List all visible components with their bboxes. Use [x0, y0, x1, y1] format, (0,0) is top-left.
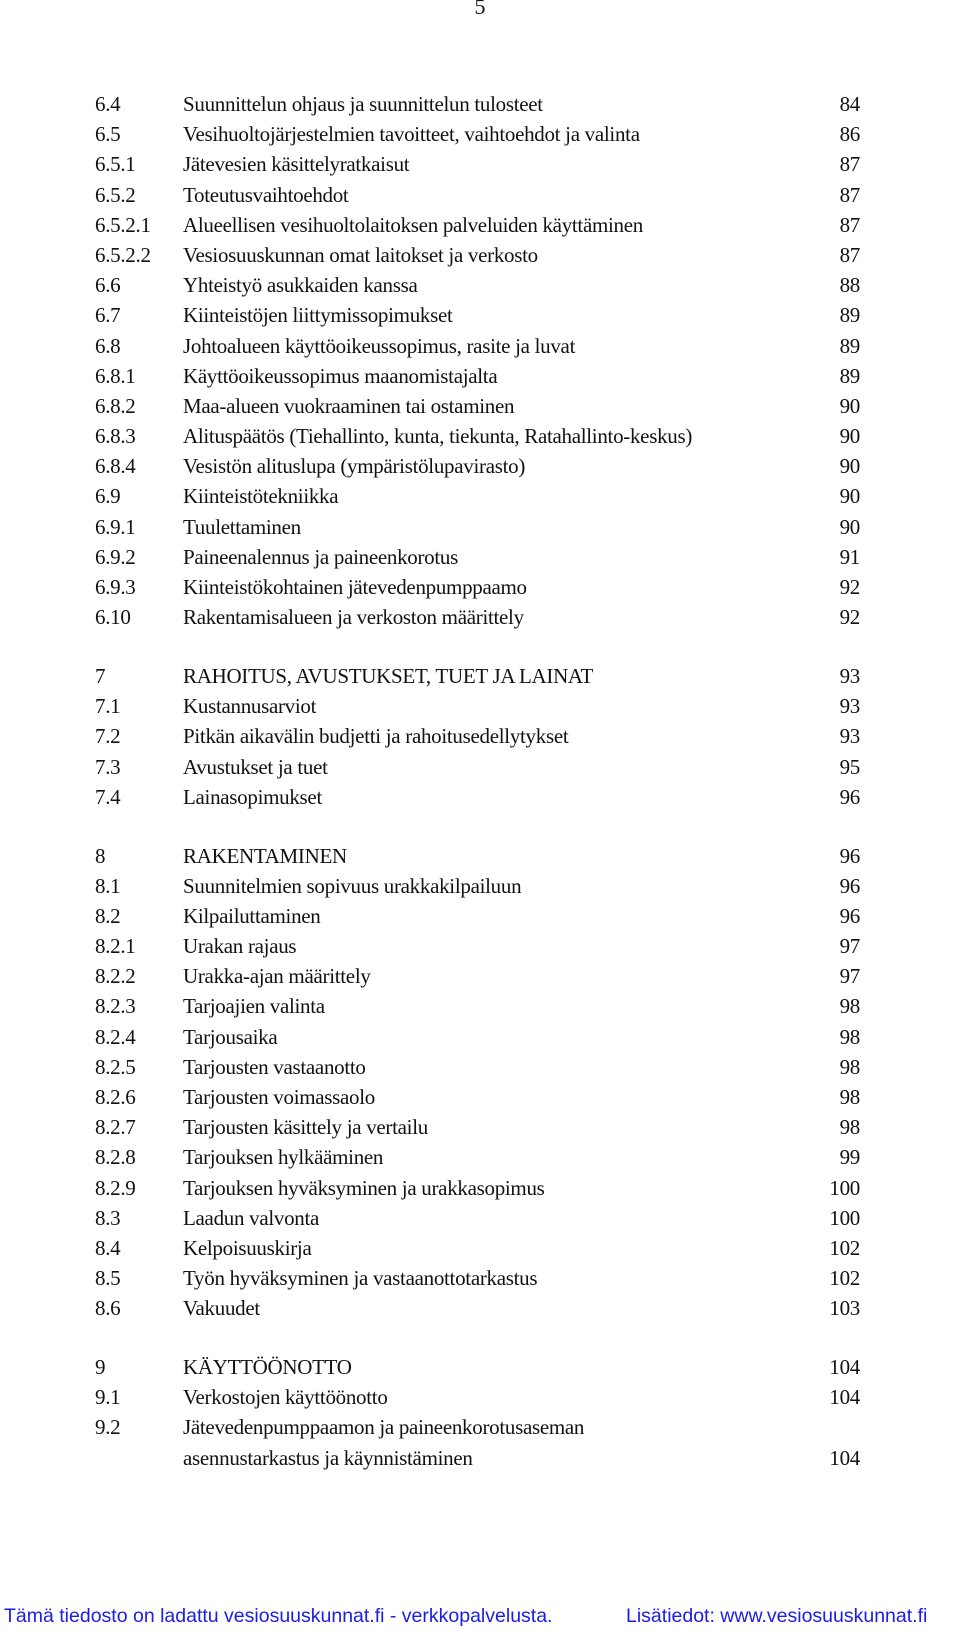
toc-entry-number: 6.10 — [95, 605, 131, 630]
toc-entry-title: Alueellisen vesihuoltolaitoksen palveluiden käyttäminen — [183, 212, 643, 237]
toc-entry-title: RAHOITUS, AVUSTUKSET, TUET JA LAINAT — [183, 663, 594, 688]
toc-entry-title: Suunnittelun ohjaus ja suunnittelun tulosteet — [183, 92, 543, 116]
toc-entry-title: Toteutusvaihtoehdot — [183, 182, 349, 207]
toc-entry-number: 8.2.9 — [95, 1175, 136, 1200]
toc-entry-title: Kiinteistöjen liittymissopimukset — [183, 303, 453, 328]
toc-entry-page: 87 — [839, 152, 860, 177]
toc-entry-page: 100 — [829, 1205, 860, 1230]
toc-entry-title: Tarjousten vastaanotto — [183, 1054, 366, 1079]
toc-entry-title: Kiinteistökohtainen jätevedenpumppaamo — [183, 575, 527, 599]
toc-entry-page: 98 — [839, 1024, 860, 1049]
toc-entry — [0, 1113, 960, 1143]
toc-entry-page: 98 — [839, 994, 860, 1019]
toc-entry-number: 6.9.3 — [95, 575, 136, 599]
toc-entry — [0, 1023, 960, 1053]
toc-entry-title: Vesihuoltojärjestelmien tavoitteet, vaihtoehdot ja valinta — [183, 122, 640, 147]
toc-entry-number: 7.2 — [95, 724, 121, 749]
toc-entry-title: Tuulettaminen — [183, 514, 301, 539]
toc-entry-title: Tarjousaika — [183, 1024, 278, 1049]
toc-entry-page: 90 — [839, 484, 860, 509]
toc-entry-page: 95 — [839, 754, 860, 779]
toc-entry-title: Tarjouksen hyväksyminen ja urakkasopimus — [183, 1175, 545, 1200]
toc-entry-number: 7.1 — [95, 694, 121, 719]
toc-entry-number: 6.9.1 — [95, 514, 136, 539]
toc-entry — [0, 872, 960, 902]
footer-download-notice: Tämä tiedosto on ladattu vesiosuuskunnat.fi - verkkopalvelusta. — [4, 1605, 553, 1627]
toc-entry-number: 6.8.1 — [95, 363, 136, 388]
toc-entry-number: 9.1 — [95, 1385, 121, 1410]
toc-entry-title: Käyttöoikeussopimus maanomistajalta — [183, 363, 498, 388]
toc-entry-page: 97 — [839, 934, 860, 959]
toc-entry-page: 103 — [829, 1296, 860, 1321]
toc-entry-title: Vesistön alituslupa (ympäristölupavirasto) — [183, 454, 526, 479]
toc-entry-number: 6.8.4 — [95, 454, 136, 479]
toc-entry-page: 92 — [839, 575, 860, 599]
toc-entry-number: 8.2.8 — [95, 1145, 136, 1170]
toc-entry-number: 6.5 — [95, 122, 121, 147]
toc-entry-title: Vakuudet — [183, 1296, 260, 1321]
toc-entry — [0, 962, 960, 992]
toc-entry-title: Yhteistyö asukkaiden kanssa — [183, 273, 418, 298]
toc-entry-title: Laadun valvonta — [183, 1205, 320, 1230]
toc-entry — [0, 482, 960, 512]
toc-entry-number: 9.2 — [95, 1415, 121, 1440]
toc-entry-number: 8.6 — [95, 1296, 121, 1321]
toc-entry-title: Suunnitelmien sopivuus urakkakilpailuun — [183, 873, 522, 898]
toc-entry-title: Kelpoisuuskirja — [183, 1235, 312, 1260]
toc-entry — [0, 753, 960, 783]
toc-entry-page: 87 — [839, 242, 860, 267]
toc-entry-page: 89 — [839, 333, 860, 358]
toc-entry — [0, 211, 960, 241]
toc-entry-page: 104 — [829, 1385, 860, 1410]
toc-entry-page: 96 — [839, 784, 860, 809]
toc-entry-page: 84 — [839, 92, 860, 116]
toc-entry-title: Kustannusarviot — [183, 694, 317, 719]
toc-entry-page: 96 — [839, 903, 860, 928]
toc-entry — [0, 1234, 960, 1264]
toc-entry-page: 92 — [839, 605, 860, 630]
toc-entry-title: Urakan rajaus — [183, 934, 297, 959]
toc-entry-page: 93 — [839, 663, 860, 688]
toc-entry — [0, 722, 960, 752]
toc-entry-page: 93 — [839, 724, 860, 749]
toc-entry-title: Lainasopimukset — [183, 784, 322, 809]
toc-entry — [0, 90, 960, 120]
toc-entry-number: 7.4 — [95, 784, 121, 809]
toc-entry-page: 91 — [839, 544, 860, 569]
toc-entry — [0, 1383, 960, 1413]
toc-entry-number: 8.2.7 — [95, 1115, 136, 1140]
toc-entry — [0, 842, 960, 872]
toc-entry-title: Tarjoajien valinta — [183, 994, 325, 1019]
page-number: 5 — [474, 0, 486, 19]
toc-entry — [0, 603, 960, 633]
toc-entry-title: Vesiosuuskunnan omat laitokset ja verkosto — [183, 242, 538, 267]
toc-entry-page: 98 — [839, 1054, 860, 1079]
toc-entry-title: Kilpailuttaminen — [183, 903, 321, 928]
toc-entry-number: 6.8.3 — [95, 424, 136, 449]
download-footer — [0, 1605, 960, 1635]
toc-entry-title: Tarjousten voimassaolo — [183, 1085, 375, 1109]
toc-entry-page: 90 — [839, 424, 860, 449]
toc-entry-number: 7 — [95, 663, 106, 688]
toc-entry-title: Jätevedenpumppaamon ja paineenkorotusaseman — [183, 1415, 585, 1440]
toc-entry — [0, 573, 960, 603]
toc-entry-page: 102 — [829, 1266, 860, 1291]
toc-entry — [0, 392, 960, 422]
toc-entry-page: 100 — [829, 1175, 860, 1200]
toc-entry-number: 8.2.4 — [95, 1024, 136, 1049]
toc-entry — [0, 692, 960, 722]
toc-entry-page: 88 — [839, 273, 860, 298]
toc-entry-page: 97 — [839, 964, 860, 989]
toc-entry-number: 6.7 — [95, 303, 121, 328]
toc-entry-number: 6.4 — [95, 92, 121, 116]
toc-entry-title: Alituspäätös (Tiehallinto, kunta, tiekunta, Ratahallinto-keskus) — [183, 424, 693, 449]
toc-entry-number: 6.5.2 — [95, 182, 136, 207]
toc-entry-number: 8.2.5 — [95, 1054, 136, 1079]
toc-entry-number: 6.5.2.2 — [95, 242, 151, 267]
toc-entry-number: 6.9 — [95, 484, 121, 509]
toc-entry-page: 98 — [839, 1085, 860, 1109]
toc-entry — [0, 1053, 960, 1083]
toc-entry — [0, 332, 960, 362]
toc-entry — [0, 932, 960, 962]
toc-entry — [0, 543, 960, 573]
toc-entry-page: 104 — [829, 1355, 860, 1380]
toc-entry — [0, 902, 960, 932]
toc-entry-number: 8.1 — [95, 873, 121, 898]
toc-entry — [0, 181, 960, 211]
toc-entry — [0, 1353, 960, 1383]
toc-entry-title: Johtoalueen käyttöoikeussopimus, rasite ja luvat — [183, 333, 576, 358]
toc-entry — [0, 271, 960, 301]
toc-entry-title: asennustarkastus ja käynnistäminen — [183, 1445, 473, 1470]
toc-entry-number: 6.6 — [95, 273, 121, 298]
toc-entry-title: Maa-alueen vuokraaminen tai ostaminen — [183, 393, 515, 418]
toc-entry — [0, 452, 960, 482]
toc-entry — [0, 362, 960, 392]
toc-entry-number: 7.3 — [95, 754, 121, 779]
toc-entry-number: 6.9.2 — [95, 544, 136, 569]
toc-entry-page: 90 — [839, 514, 860, 539]
toc-entry-title: Paineenalennus ja paineenkorotus — [183, 544, 458, 569]
toc-entry-title: RAKENTAMINEN — [183, 843, 347, 868]
toc-entry — [0, 1264, 960, 1294]
toc-entry-page: 87 — [839, 182, 860, 207]
toc-entry-title: Työn hyväksyminen ja vastaanottotarkastus — [183, 1266, 538, 1291]
footer-info-link[interactable]: Lisätiedot: www.vesiosuuskunnat.fi — [626, 1605, 928, 1627]
toc-entry-page: 86 — [839, 122, 860, 147]
toc-entry-title: Rakentamisalueen ja verkoston määrittely — [183, 605, 524, 630]
table-of-contents — [0, 90, 960, 1474]
toc-entry-page: 102 — [829, 1235, 860, 1260]
toc-entry-title: Tarjousten käsittely ja vertailu — [183, 1115, 428, 1140]
toc-entry-title: Avustukset ja tuet — [183, 754, 328, 779]
toc-entry — [0, 662, 960, 692]
toc-entry — [0, 1174, 960, 1204]
toc-entry — [0, 150, 960, 180]
toc-entry-title: KÄYTTÖÖNOTTO — [183, 1355, 352, 1380]
toc-entry — [0, 1413, 960, 1443]
toc-entry — [0, 1083, 960, 1113]
toc-entry-number: 8.2 — [95, 903, 121, 928]
toc-entry — [0, 1204, 960, 1234]
toc-entry — [0, 1444, 960, 1474]
toc-entry-number: 8.2.1 — [95, 934, 136, 959]
toc-entry-number: 6.8.2 — [95, 393, 136, 418]
toc-entry-number: 8.2.6 — [95, 1085, 136, 1109]
toc-entry-number: 6.5.1 — [95, 152, 136, 177]
toc-entry — [0, 120, 960, 150]
toc-entry — [0, 513, 960, 543]
toc-entry-title: Tarjouksen hylkääminen — [183, 1145, 384, 1170]
toc-entry-number: 8.4 — [95, 1235, 121, 1260]
toc-entry-title: Kiinteistötekniikka — [183, 484, 339, 509]
toc-entry — [0, 301, 960, 331]
toc-entry-title: Jätevesien käsittelyratkaisut — [183, 152, 410, 177]
toc-entry-page: 87 — [839, 212, 860, 237]
toc-entry-page: 90 — [839, 393, 860, 418]
toc-entry-number: 6.8 — [95, 333, 121, 358]
toc-entry-number: 8.2.2 — [95, 964, 136, 989]
toc-entry — [0, 1143, 960, 1173]
toc-entry — [0, 1294, 960, 1324]
toc-entry-page: 99 — [839, 1145, 860, 1170]
toc-entry-page: 98 — [839, 1115, 860, 1140]
toc-entry-page: 89 — [839, 303, 860, 328]
toc-entry-number: 6.5.2.1 — [95, 212, 151, 237]
toc-entry — [0, 783, 960, 813]
toc-entry — [0, 422, 960, 452]
toc-entry-number: 8.5 — [95, 1266, 121, 1291]
toc-entry-page: 93 — [839, 694, 860, 719]
toc-entry-page: 89 — [839, 363, 860, 388]
toc-entry-number: 8.3 — [95, 1205, 121, 1230]
toc-entry-page: 90 — [839, 454, 860, 479]
toc-entry-title: Pitkän aikavälin budjetti ja rahoitusedellytykset — [183, 724, 569, 749]
toc-entry-page: 96 — [839, 843, 860, 868]
toc-entry-page: 104 — [829, 1445, 860, 1470]
toc-entry-title: Urakka-ajan määrittely — [183, 964, 371, 989]
toc-entry-title: Verkostojen käyttöönotto — [183, 1385, 388, 1410]
toc-entry — [0, 241, 960, 271]
toc-entry — [0, 992, 960, 1022]
toc-entry-number: 8 — [95, 843, 106, 868]
toc-entry-page: 96 — [839, 873, 860, 898]
toc-entry-number: 8.2.3 — [95, 994, 136, 1019]
toc-entry-number: 9 — [95, 1355, 106, 1380]
